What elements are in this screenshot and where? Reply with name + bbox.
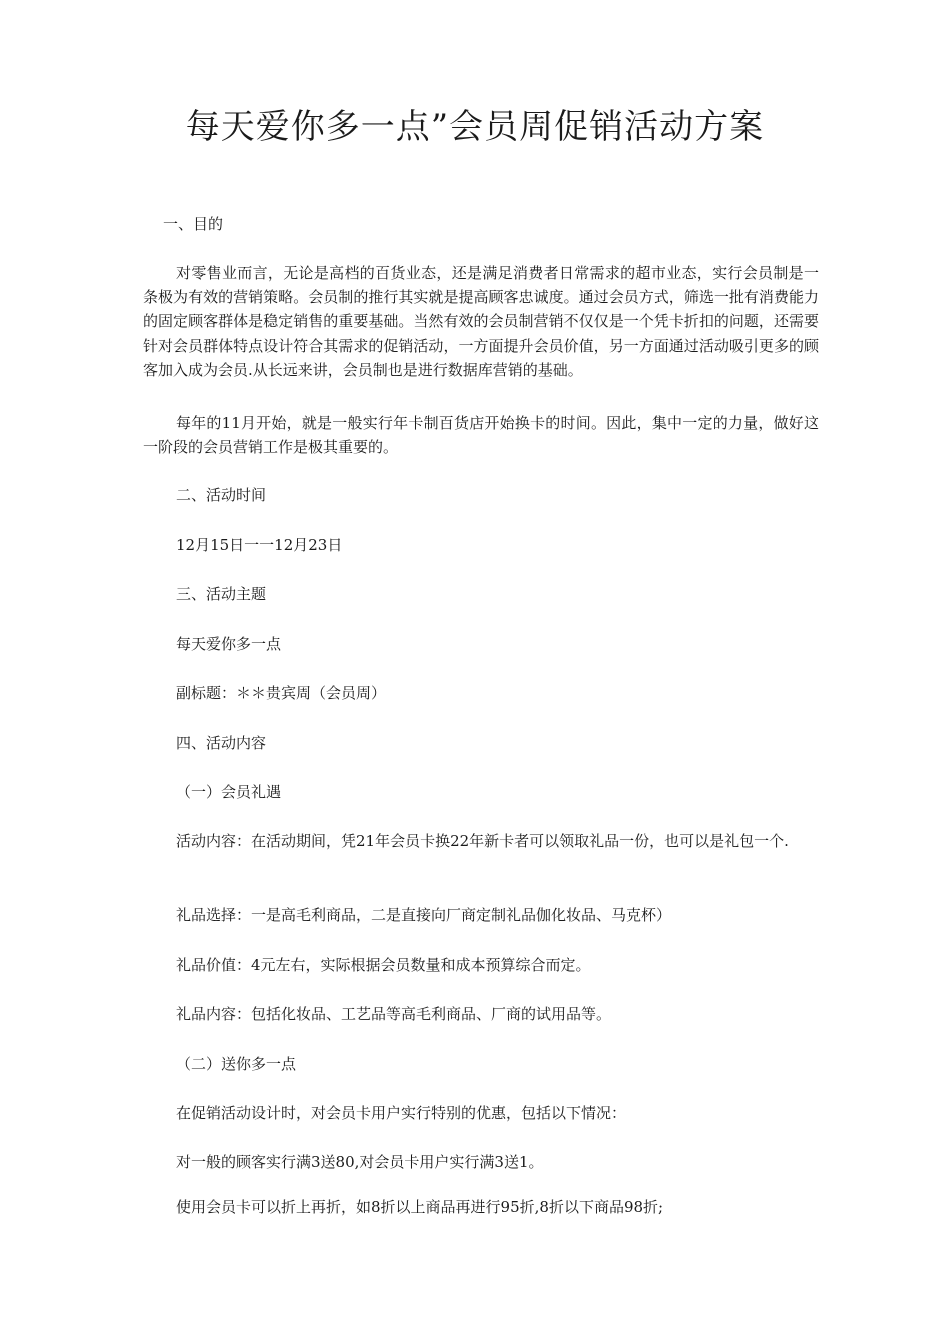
paragraph-purpose-1: 对零售业而言，无论是高档的百货业态，还是满足消费者日常需求的超市业态，实行会员制是一条极为有效的营销策略。会员制的推行其实就是提高顾客忠诚度。通过会员方式，筛选一批有消费能力的固定顾客群体是稳定销售的重要基础。当然有效的会员制营销不仅仅是一个凭卡折扣的问题，还需要针对会员群体特点设计符合其需求的促销活动，一方面提升会员价值，另一方面通过活动吸引更多的顾客加入成为会员.从长远来讲，会员制也是进行数据库营销的基础。 xyxy=(143,264,819,379)
paragraph-purpose-2: 每年的11月开始，就是一般实行年卡制百货店开始换卡的时间。因此，集中一定的力量，做好这一阶段的会员营销工作是极其重要的。 xyxy=(143,414,819,457)
subsection-heading-give-more: （二）送你多一点 xyxy=(176,1055,297,1073)
activity-subtitle: 副标题：＊＊贵宾周（会员周） xyxy=(176,684,387,702)
paragraph-give-more-item-2: 使用会员卡可以折上再折，如8折以上商品再进行95折,8折以下商品98折; xyxy=(176,1198,664,1216)
paragraph-gift-items: 礼品内容：包括化妆品、工艺品等高毛利商品、厂商的试用品等。 xyxy=(176,1005,612,1023)
section-heading-content: 四、活动内容 xyxy=(176,734,267,752)
subsection-heading-member-gift: （一）会员礼遇 xyxy=(176,783,282,801)
paragraph-gift-value: 礼品价值：4元左右，实际根据会员数量和成本预算综合而定。 xyxy=(176,956,591,974)
document-title: 每天爱你多一点”会员周促销活动方案 xyxy=(185,107,765,147)
paragraph-member-gift-content: 活动内容：在活动期间，凭21年会员卡换22年新卡者可以领取礼品一份，也可以是礼包一个. xyxy=(176,832,789,850)
activity-theme: 每天爱你多一点 xyxy=(176,635,282,653)
section-heading-time: 二、活动时间 xyxy=(176,486,267,504)
section-heading-theme: 三、活动主题 xyxy=(176,585,267,603)
paragraph-give-more-intro: 在促销活动设计时，对会员卡用户实行特别的优惠，包括以下情况： xyxy=(176,1104,627,1122)
paragraph-gift-choice: 礼品选择：一是高毛利商品，二是直接向厂商定制礼品伽化妆品、马克杯） xyxy=(176,906,672,924)
activity-dates: 12月15日一一12月23日 xyxy=(176,536,343,554)
section-heading-purpose: 一、目的 xyxy=(163,215,224,233)
paragraph-give-more-item-1: 对一般的顾客实行满3送80,对会员卡用户实行满3送1。 xyxy=(176,1153,544,1171)
